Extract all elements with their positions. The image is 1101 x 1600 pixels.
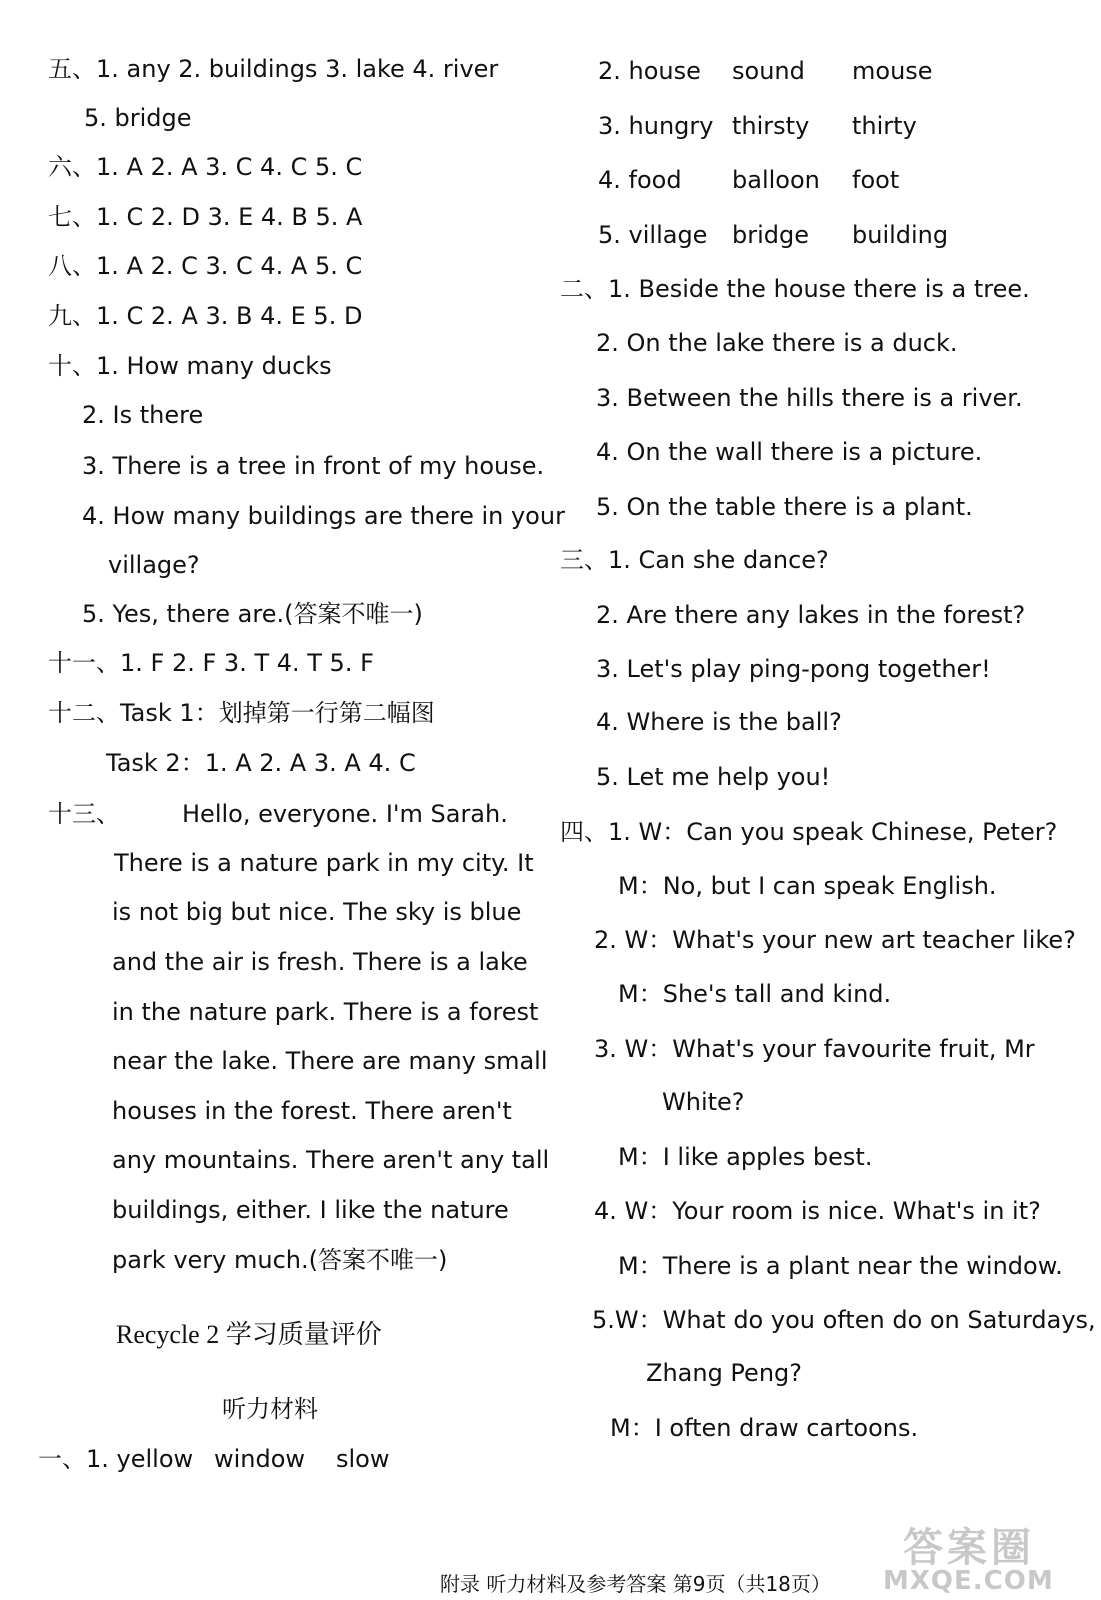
section-10-item-1: 十、1. How many ducks: [48, 352, 332, 380]
essay-line-3: is not big but nice. The sky is blue: [112, 898, 522, 926]
word: 3. hungry: [598, 112, 714, 140]
section-5-answers: 五、1. any 2. buildings 3. lake 4. river: [48, 55, 499, 83]
section-11-answers: 十一、1. F 2. F 3. T 4. T 5. F: [48, 649, 374, 677]
dialogue-4-w: 4. W：Your room is nice. What's in it?: [594, 1197, 1041, 1225]
word: foot: [852, 166, 900, 194]
word: 一、1. yellow: [38, 1445, 194, 1473]
dialogue-3-m: M：I like apples best.: [618, 1143, 873, 1171]
word: building: [852, 221, 949, 249]
word: bridge: [732, 221, 810, 249]
essay-line-6: near the lake. There are many small: [112, 1047, 548, 1075]
recycle-heading: Recycle 2 学习质量评价: [116, 1320, 382, 1349]
dialogue-2-w: 2. W：What's your new art teacher like?: [594, 926, 1076, 954]
section-10-item-2: 2. Is there: [82, 401, 204, 429]
word: sound: [732, 57, 805, 85]
section-12-task-1: 十二、Task 1：划掉第一行第二幅图: [48, 699, 435, 727]
page-footer: 附录 听力材料及参考答案 第9页（共18页）: [440, 1572, 831, 1596]
listening-material-heading: 听力材料: [222, 1395, 318, 1423]
word: 2. house: [598, 57, 701, 85]
dialogue-2-m: M：She's tall and kind.: [618, 980, 892, 1008]
essay-line-7: houses in the forest. There aren't: [112, 1097, 512, 1125]
essay-line-8: any mountains. There aren't any tall: [112, 1146, 550, 1174]
section-10-item-3: 3. There is a tree in front of my house.: [82, 452, 545, 480]
word: mouse: [852, 57, 933, 85]
dialogue-4-m: M：There is a plant near the window.: [618, 1252, 1063, 1280]
essay-line-10: park very much.(答案不唯一): [112, 1246, 448, 1274]
watermark-url: MXQE.COM: [883, 1566, 1054, 1596]
section-9-answers: 九、1. C 2. A 3. B 4. E 5. D: [48, 302, 363, 330]
section-3-item-3: 3. Let's play ping-pong together!: [596, 655, 991, 683]
section-2-item-3: 3. Between the hills there is a river.: [596, 384, 1023, 412]
section-7-answers: 七、1. C 2. D 3. E 4. B 5. A: [48, 203, 363, 231]
dialogue-5-m: M：I often draw cartoons.: [610, 1414, 919, 1442]
word: 5. village: [598, 221, 708, 249]
dialogue-3-w-cont: White?: [662, 1088, 745, 1116]
section-10-item-4: 4. How many buildings are there in your: [82, 502, 565, 530]
word: thirsty: [732, 112, 810, 140]
essay-line-2: There is a nature park in my city. It: [114, 849, 534, 877]
section-3-item-4: 4. Where is the ball?: [596, 708, 842, 736]
section-2-item-2: 2. On the lake there is a duck.: [596, 329, 958, 357]
word: thirty: [852, 112, 917, 140]
section-13-label: 十三、: [48, 800, 120, 828]
section-3-item-5: 5. Let me help you!: [596, 763, 831, 791]
section-2-item-1: 二、1. Beside the house there is a tree.: [560, 275, 1030, 303]
word-group-3: [598, 111, 1038, 141]
dialogue-1-m: M：No, but I can speak English.: [618, 872, 997, 900]
essay-line-9: buildings, either. I like the nature: [112, 1196, 509, 1224]
word: window: [214, 1445, 306, 1473]
watermark-text: 答案圈: [903, 1525, 1035, 1571]
word: 4. food: [598, 166, 682, 194]
section-1-item-1: [38, 1444, 390, 1474]
essay-line-4: and the air is fresh. There is a lake: [112, 948, 528, 976]
section-3-item-1: 三、1. Can she dance?: [560, 546, 829, 574]
section-3-item-2: 2. Are there any lakes in the forest?: [596, 601, 1026, 629]
word-group-2: [598, 56, 1038, 86]
word-group-4: [598, 165, 1038, 195]
watermark-logo: [883, 1516, 1093, 1596]
word-group-5: [598, 220, 1038, 250]
dialogue-3-w: 3. W：What's your favourite fruit, Mr: [594, 1035, 1035, 1063]
section-2-item-5: 5. On the table there is a plant.: [596, 493, 973, 521]
word: balloon: [732, 166, 820, 194]
section-8-answers: 八、1. A 2. C 3. C 4. A 5. C: [48, 252, 363, 280]
word: slow: [336, 1445, 390, 1473]
essay-line-5: in the nature park. There is a forest: [112, 998, 539, 1026]
section-10-item-5: 5. Yes, there are.(答案不唯一): [82, 600, 423, 628]
essay-line-1: Hello, everyone. I'm Sarah.: [182, 800, 508, 828]
section-2-item-4: 4. On the wall there is a picture.: [596, 438, 983, 466]
dialogue-5-w: 5.W：What do you often do on Saturdays,: [592, 1306, 1096, 1334]
section-12-task-2: Task 2：1. A 2. A 3. A 4. C: [106, 749, 416, 777]
dialogue-1-w: 四、1. W：Can you speak Chinese, Peter?: [560, 818, 1058, 846]
section-5-item-5: 5. bridge: [84, 104, 192, 132]
dialogue-5-w-cont: Zhang Peng?: [646, 1359, 802, 1387]
section-6-answers: 六、1. A 2. A 3. C 4. C 5. C: [48, 153, 363, 181]
section-10-item-4-cont: village?: [108, 551, 200, 579]
